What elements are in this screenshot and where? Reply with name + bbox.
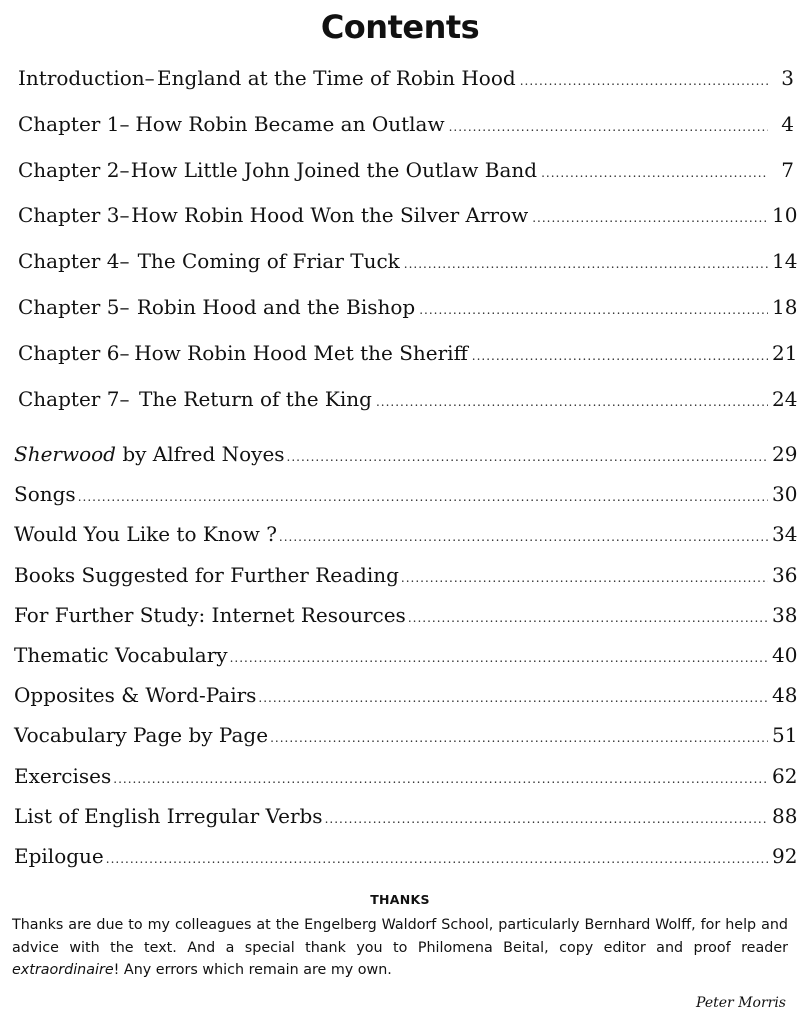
toc-title: England at the Time of Robin Hood xyxy=(157,66,516,90)
toc-dash: – xyxy=(119,249,130,274)
toc-row-sherwood[interactable] xyxy=(14,442,798,482)
toc-label: Chapter 6 xyxy=(18,340,120,365)
dot-leader xyxy=(279,530,768,544)
toc-row-vocabulary-page-by-page[interactable] xyxy=(14,723,798,763)
toc-page-number: 92 xyxy=(772,843,798,868)
toc-title: How Little John Joined the Outlaw Band xyxy=(130,157,538,182)
toc-title: The Coming of Friar Tuck xyxy=(137,249,400,274)
toc-row-opposites[interactable] xyxy=(14,683,798,723)
toc-row-chapter-2[interactable] xyxy=(18,158,794,204)
toc-page-number: 30 xyxy=(772,482,798,507)
toc-page-number: 18 xyxy=(772,294,798,319)
toc-title: Would You Like to Know ? xyxy=(14,522,277,547)
toc-label: Chapter 4 xyxy=(18,249,120,274)
toc-label: Chapter 2 xyxy=(18,157,120,182)
toc-dash: – xyxy=(119,203,130,228)
dot-leader xyxy=(541,166,768,180)
toc-dash: – xyxy=(119,340,130,365)
toc-row-chapter-3[interactable] xyxy=(18,203,798,249)
toc-title: Vocabulary Page by Page xyxy=(14,723,269,748)
dot-leader xyxy=(520,74,768,88)
toc-dash: – xyxy=(144,66,155,90)
dot-leader xyxy=(376,395,768,409)
toc-row-exercises[interactable] xyxy=(14,763,798,804)
toc-page-number: 3 xyxy=(781,66,794,90)
toc-page-number: 7 xyxy=(781,157,794,182)
dot-leader xyxy=(106,852,768,866)
toc-title: How Robin Hood Met the Sheriff xyxy=(134,340,468,365)
toc-page-number: 21 xyxy=(772,340,798,365)
dot-leader xyxy=(404,257,768,271)
thanks-text-part1: Thanks are due to my colleagues at the Engelberg Waldorf School, particularly Bernhard Wolff, for help and advice with the text. And a special thank you to Philomena Beital, copy editor and proof reader xyxy=(12,917,788,956)
dot-leader xyxy=(258,691,768,705)
dot-leader xyxy=(532,211,768,225)
toc-title: Opposites & Word-Pairs xyxy=(14,683,257,708)
thanks-text-part2: ! Any errors which remain are my own. xyxy=(113,962,392,978)
toc-label: Introduction xyxy=(18,66,145,90)
toc-title: Robin Hood and the Bishop xyxy=(136,294,416,319)
toc-row-would-you-like-to-know[interactable] xyxy=(14,522,798,562)
toc-row-books-suggested[interactable] xyxy=(14,562,798,603)
toc-row-thematic-vocabulary[interactable] xyxy=(14,642,798,683)
toc-page-number: 40 xyxy=(772,642,798,667)
toc-page-number: 4 xyxy=(781,111,794,136)
toc-dash: – xyxy=(119,157,130,182)
dot-leader xyxy=(270,731,768,745)
toc-title-italic: Sherwood xyxy=(14,442,116,466)
toc-page-number: 51 xyxy=(772,723,798,748)
toc-title: Exercises xyxy=(14,763,112,788)
toc-title xyxy=(14,442,287,466)
dot-leader xyxy=(408,611,768,625)
toc-page-number: 34 xyxy=(772,522,798,547)
toc-page-number: 62 xyxy=(772,763,798,788)
toc-title: Thematic Vocabulary xyxy=(14,642,228,667)
toc-page-number: 36 xyxy=(772,562,798,587)
toc-dash: – xyxy=(119,111,130,136)
toc-page-number: 29 xyxy=(772,442,798,466)
dot-leader xyxy=(325,812,768,826)
extras-list xyxy=(14,442,798,884)
toc-row-epilogue[interactable] xyxy=(14,843,798,884)
toc-page-number: 24 xyxy=(772,386,798,411)
toc-page-number: 88 xyxy=(772,803,798,828)
dot-leader xyxy=(113,772,768,786)
toc-row-chapter-5[interactable] xyxy=(18,294,798,341)
toc-label: Chapter 5 xyxy=(18,294,120,319)
dot-leader xyxy=(78,490,768,504)
toc-row-chapter-7[interactable] xyxy=(18,386,798,433)
toc-label: Chapter 7 xyxy=(18,386,120,411)
toc-row-chapter-1[interactable] xyxy=(18,112,794,158)
toc-title: For Further Study: Internet Resources xyxy=(14,602,406,627)
toc-page-number: 10 xyxy=(772,203,798,228)
dot-leader xyxy=(287,450,768,464)
toc-title: Books Suggested for Further Reading xyxy=(14,562,399,587)
toc-page-number: 38 xyxy=(772,602,798,627)
toc-row-irregular-verbs[interactable] xyxy=(14,803,798,844)
thanks-paragraph xyxy=(12,914,788,982)
toc-title: Songs xyxy=(14,482,76,507)
toc-row-chapter-6[interactable] xyxy=(18,340,798,387)
toc-label: Chapter 1 xyxy=(18,111,120,136)
toc-row-chapter-4[interactable] xyxy=(18,249,798,295)
toc-row-songs[interactable] xyxy=(14,482,798,522)
toc-row-introduction[interactable] xyxy=(18,66,794,112)
toc-dash: – xyxy=(119,386,130,411)
dot-leader xyxy=(401,571,768,585)
toc-row-internet-resources[interactable] xyxy=(14,602,798,643)
chapter-list xyxy=(18,66,798,432)
page-title: Contents xyxy=(320,8,480,46)
toc-title-rest: by Alfred Noyes xyxy=(115,442,285,466)
thanks-text-italic: extraordinaire xyxy=(12,962,114,978)
toc-title: How Robin Became an Outlaw xyxy=(135,111,445,136)
toc-label: Chapter 3 xyxy=(18,203,120,228)
signature: Peter Morris xyxy=(696,995,786,1011)
toc-title: Epilogue xyxy=(14,843,104,868)
dot-leader xyxy=(449,120,768,134)
toc-page-number: 14 xyxy=(772,249,798,274)
toc-title: The Return of the King xyxy=(138,386,372,411)
dot-leader xyxy=(472,349,768,363)
thanks-heading: THANKS xyxy=(370,892,430,907)
toc-page-number: 48 xyxy=(772,683,798,708)
dot-leader xyxy=(230,651,768,665)
dot-leader xyxy=(419,303,768,317)
toc-title: List of English Irregular Verbs xyxy=(14,803,323,828)
toc-title: How Robin Hood Won the Silver Arrow xyxy=(131,203,529,228)
toc-dash: – xyxy=(119,294,130,319)
